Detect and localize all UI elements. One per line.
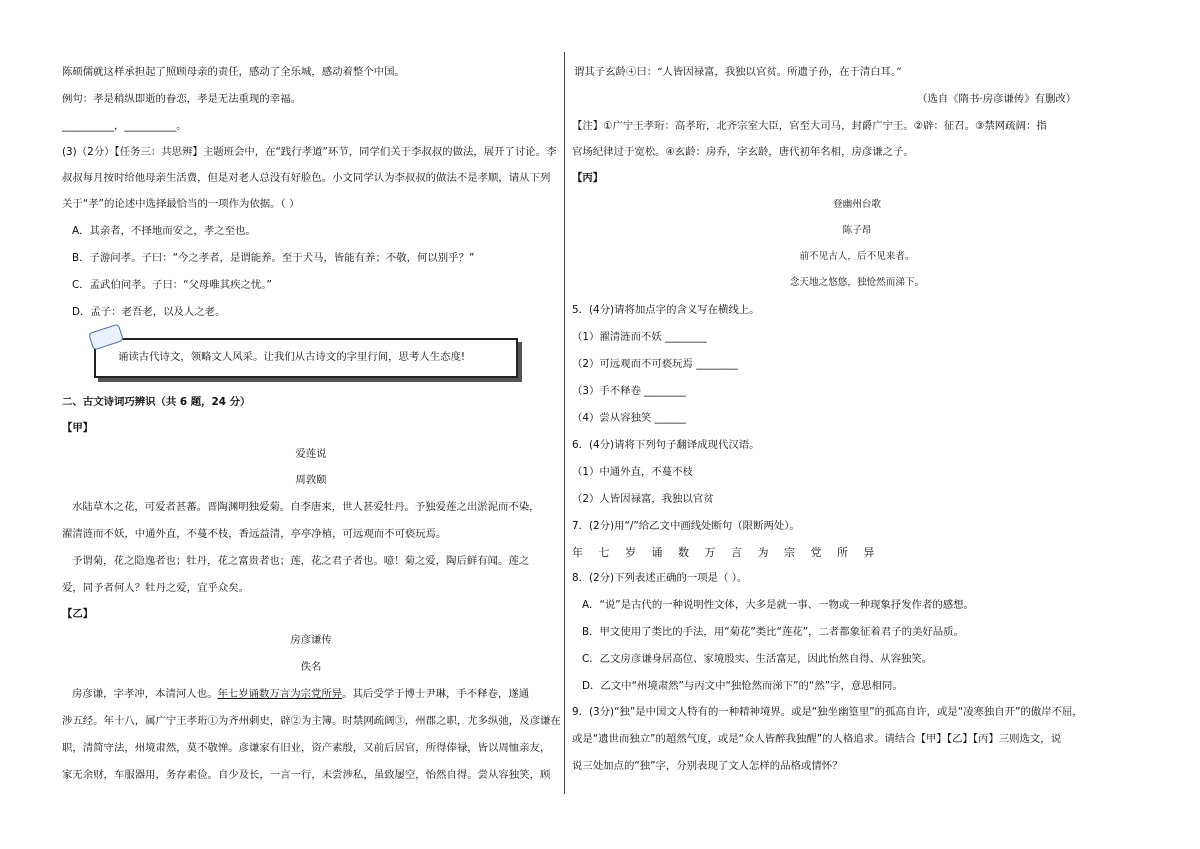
jia-author: 周敦颐 bbox=[295, 474, 327, 486]
question-6-item: （2）人皆因禄富，我独以官贫 bbox=[572, 493, 714, 505]
label-yi: 【乙】 bbox=[62, 608, 94, 620]
question-8-option-c: C．乙文房彦谦身居高位、家境殷实、生活富足，因此怡然自得、从容独笑。 bbox=[582, 653, 933, 665]
question-5: 5．(4分)请将加点字的含义写在横线上。 bbox=[572, 304, 760, 316]
yi-title: 房彦谦传 bbox=[290, 634, 332, 646]
jia-text-line: 水陆草木之花，可爱者甚蕃。晋陶渊明独爱菊。自李唐来，世人甚爱牡丹。予独爱莲之出淤泥而不染， bbox=[72, 501, 540, 513]
question-5-item: （3）手不释卷 ________ bbox=[572, 385, 686, 397]
option-c: C．孟武伯问孝。子曰：“父母唯其疾之忧。” bbox=[72, 279, 272, 291]
question-6-item: （1）中通外直，不蔓不枝 bbox=[572, 466, 693, 478]
jia-text-line: 爱，同予者何人？牡丹之爱，宜乎众矣。 bbox=[62, 582, 250, 594]
poem-line: 前不见古人，后不见来者。 bbox=[799, 251, 915, 262]
question-3-line-3: 关于“孝”的论述中选择最恰当的一项作为依据。（ ） bbox=[62, 198, 300, 210]
bing-title: 登幽州台歌 bbox=[833, 199, 881, 210]
question-3-line-2: 叔叔每月按时给他母亲生活费，但是对老人总没有好脸色。小文同学认为李叔叔的做法不是孝顺，请从下列 bbox=[62, 172, 551, 184]
question-9-line-2: 或是“遗世而独立”的超然气度，或是“众人皆醉我独醒”的人格追求。请结合【甲】【乙】【丙】三则选文，说 bbox=[572, 733, 1062, 745]
underlined-sentence: 年七岁诵数万言为宗党所异 bbox=[217, 688, 343, 700]
yi-text-line: 谓其子玄龄④曰：“人皆因禄富，我独以官贫。所遗子孙，在于清白耳。” bbox=[574, 66, 902, 78]
question-7-sentence: 年 七 岁 诵 数 万 言 为 宗 党 所 异 bbox=[572, 546, 881, 559]
yi-text-line: 职，清简守法，州境肃然，莫不敬惮。彦谦家有旧业，资产素殷，又前后居官，所得俸禄，皆以周恤亲友， bbox=[62, 742, 551, 754]
jia-title: 爱莲说 bbox=[295, 448, 327, 460]
source-note: （选自《隋书·房彦谦传》有删改） bbox=[917, 93, 1077, 105]
question-8: 8．(2分)下列表述正确的一项是（ ）。 bbox=[572, 572, 748, 584]
option-d: D．孟子：老吾老，以及人之老。 bbox=[72, 306, 226, 318]
question-6: 6．(4分)请将下列句子翻译成现代汉语。 bbox=[572, 439, 760, 451]
question-5-item: （2）可远观而不可亵玩焉 ________ bbox=[572, 358, 738, 370]
jia-text-line: 予谓菊，花之隐逸者也；牡丹，花之富贵者也；莲，花之君子者也。噫！菊之爱，陶后鲜有闻。莲之 bbox=[72, 555, 530, 567]
yi-text-line: 家无余财，车服器用，务存素俭。自少及长，一言一行，未尝涉私，虽致屡空，怡然自得。尝从容独笑，顾 bbox=[62, 769, 551, 781]
question-8-option-d: D．乙文中“州境肃然”与丙文中“独怆然而涕下”的“然”字，意思相同。 bbox=[582, 680, 903, 692]
answer-blank: __________，__________。 bbox=[62, 120, 187, 132]
label-jia: 【甲】 bbox=[62, 422, 94, 434]
yi-text-line: 涉五经。年十八，属广宁王孝珩①为齐州刺史，辟②为主簿。时禁网疏阔③，州郡之职，尤多纵弛，及彦谦在 bbox=[62, 715, 561, 727]
question-5-item: （4）尝从容独笑 ______ bbox=[572, 412, 686, 424]
poem-line: 念天地之悠悠，独怆然而涕下。 bbox=[789, 277, 925, 288]
yi-author: 佚名 bbox=[300, 661, 322, 673]
option-a: A．其亲者，不择地而安之，孝之至也。 bbox=[72, 225, 256, 237]
jia-text-line: 濯清涟而不妖，中通外直，不蔓不枝，香远益清，亭亭净植，可远观而不可亵玩焉。 bbox=[62, 528, 447, 540]
option-b: B．子游问孝。子曰：“今之孝者，是谓能养。至于犬马，皆能有养；不敬，何以别乎？” bbox=[72, 252, 475, 264]
column-divider bbox=[564, 52, 565, 794]
banner-text: 诵读古代诗文，领略文人风采。让我们从古诗文的字里行间，思考人生态度! bbox=[118, 351, 466, 363]
question-8-option-a: A．“说”是古代的一种说明性文体，大多是就一事、一物或一种现象抒发作者的感想。 bbox=[582, 599, 974, 611]
question-9-line-1: 9．(3分)“独”是中国文人特有的一种精神境界。或是“独坐幽篁里”的孤高自许，或是“凌寒独自开”的傲岸不屈， bbox=[572, 706, 1083, 718]
yi-text-line bbox=[72, 688, 529, 701]
question-5-item: （1）濯清涟而不妖 ________ bbox=[572, 331, 707, 343]
reading-banner bbox=[94, 338, 518, 378]
passage-line: 陈硕儒就这样承担起了照顾母亲的责任，感动了全乐城，感动着整个中国。 bbox=[62, 66, 405, 78]
question-9-line-3: 说三处加点的“独”字，分别表现了文人怎样的品格或情怀？ bbox=[572, 760, 843, 772]
question-8-option-b: B．甲文使用了类比的手法，用“菊花”类比“莲花”，二者都象征着君子的美好品质。 bbox=[582, 626, 964, 638]
example-sentence: 例句：孝是稍纵即逝的眷恋，孝是无法重现的幸福。 bbox=[62, 93, 301, 105]
question-3-line-1: (3)（2分）【任务三：共思辨】主题班会中，在“践行孝道”环节，同学们关于李叔叔的做法，展开了讨论。李 bbox=[62, 146, 557, 158]
label-bing: 【丙】 bbox=[572, 172, 604, 184]
section-heading: 二、古文诗词巧辨识（共 6 题，24 分） bbox=[62, 396, 251, 408]
footnote-line-2: 官场纪律过于宽松。④玄龄：房乔，字玄龄，唐代初年名相，房彦谦之子。 bbox=[572, 146, 914, 158]
question-7: 7．(2分)用“/”给乙文中画线处断句（限断两处）。 bbox=[572, 520, 800, 532]
yi-text-part: 。其后受学于博士尹琳，手不释卷，遂通 bbox=[342, 688, 530, 700]
yi-text-part: 房彦谦，字孝冲，本清河人也。 bbox=[72, 688, 218, 700]
bing-author: 陈子昂 bbox=[842, 225, 872, 236]
footnote-line-1: 【注】①广宁王孝珩：高孝珩，北齐宗室大臣，官至大司马，封爵广宁王。②辟：征召。③禁网疏阔：指 bbox=[572, 120, 1047, 132]
paperclip-icon bbox=[88, 323, 124, 350]
